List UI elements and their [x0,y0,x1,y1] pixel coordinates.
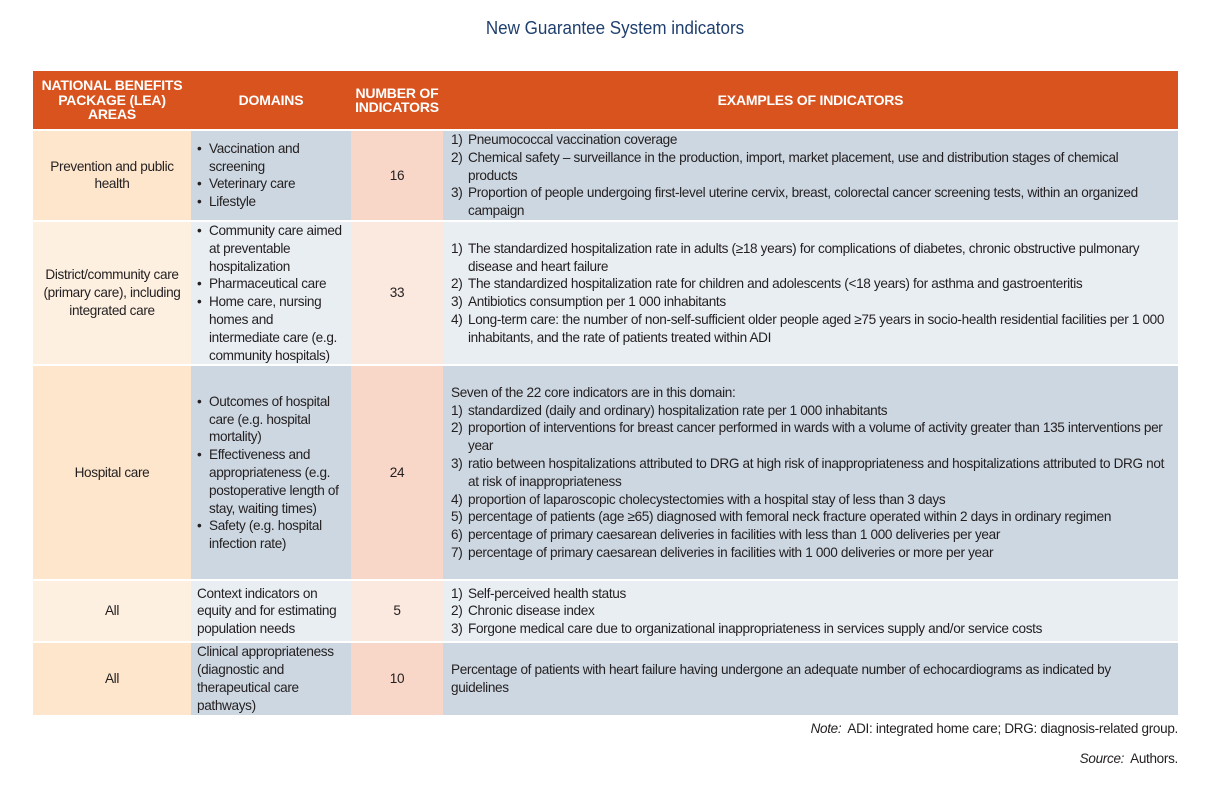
indicator-count-cell: 16 [351,130,443,221]
example-number: 3) [451,456,463,472]
bullet-icon: • [197,294,202,310]
bullet-icon: • [197,176,202,192]
example-indicator [451,131,1170,149]
example-number: 5) [451,509,463,525]
example-number: 6) [451,527,463,543]
domain-list-item [197,293,345,364]
example-text: proportion of interventions for breast cancer performed in wards with a volume of activity greater than 135 interventions per year [468,420,1163,454]
examples-cell [443,642,1178,714]
example-indicator [451,602,1170,620]
example-text: proportion of laparoscopic cholecystectomies with a hospital stay of less than 3 days [468,491,946,507]
example-indicator [451,184,1170,220]
example-indicator [451,419,1170,455]
example-text: The standardized hospitalization rate for children and adolescents (<18 years) for asthma and gastroenteritis [468,276,1083,292]
bullet-icon: • [197,140,202,156]
domains-cell [191,365,351,580]
domain-text: Context indicators on equity and for estimating population needs [197,585,337,637]
domain-list-item [197,140,345,176]
example-indicator [451,491,1170,509]
table-note [811,721,1178,736]
domain-text: Outcomes of hospital care (e.g. hospital mortality) [209,393,330,445]
bullet-icon: • [197,447,202,463]
example-text: The standardized hospitalization rate in adults (≥18 years) for complications of diabetes, chronic obstructive pulmonary disease and heart failure [468,240,1140,274]
example-text: Long-term care: the number of non-self-sufficient older people aged ≥75 years in socio-health residential facilities per 1 000 inhabitants, and the rate of patients treated within ADI [468,311,1165,345]
domain-list-item [197,222,345,275]
example-text: percentage of primary caesarean deliveries in facilities with less than 1 000 deliveries per year [468,527,1000,543]
domain-text: Home care, nursing homes and intermediate care (e.g. community hospitals) [209,294,337,363]
table-row [33,580,1178,642]
indicator-count-cell: 10 [351,642,443,714]
header-lea-areas: NATIONAL BENEFITS PACKAGE (LEA) AREAS [33,71,191,130]
example-number: 2) [451,149,463,165]
bullet-icon: • [197,194,202,210]
domain-list-item [197,517,345,553]
domain-list-item [197,446,345,517]
example-number: 1) [451,240,463,256]
lea-area-cell: Hospital care [33,365,191,580]
domain-list-item [197,393,345,446]
bullet-icon: • [197,222,202,238]
domain-list-item [197,275,345,293]
example-text: percentage of patients (age ≥65) diagnosed with femoral neck fracture operated within 2 days in ordinary regimen [468,509,1112,525]
example-number: 2) [451,276,463,292]
example-number: 3) [451,621,463,637]
domain-text: Vaccination and screening [209,140,300,174]
lea-area-cell: All [33,642,191,714]
example-text: Antibiotics consumption per 1 000 inhabitants [468,294,726,310]
example-text: Chronic disease index [468,603,595,619]
example-number: 4) [451,491,463,507]
example-indicator [451,620,1170,638]
table-source [1080,751,1178,766]
domain-list-item [197,175,345,193]
example-text: percentage of primary caesarean deliveries in facilities with 1 000 deliveries or more per year [468,545,994,561]
example-number: 2) [451,603,463,619]
example-indicator [451,149,1170,185]
examples-cell [443,580,1178,642]
example-number: 4) [451,311,463,327]
domain-text: Community care aimed at preventable hospitalization [209,222,342,274]
domain-text: Lifestyle [209,194,256,210]
example-indicator: Percentage of patients with heart failure having undergone an adequate number of echocardiograms as indicated by guidelines [451,662,1111,695]
indicator-count-cell: 5 [351,580,443,642]
domain-list-item [197,193,345,211]
example-text: Proportion of people undergoing first-level uterine cervix, breast, colorectal cancer screening tests, within an organized campaign [468,185,1138,219]
examples-cell [443,221,1178,365]
table-title: New Guarantee System indicators [485,17,745,38]
example-text: ratio between hospitalizations attributed to DRG at high risk of inappropriateness and hospitalizations attributed to DRG not at risk of inappropriateness [468,456,1165,489]
table-row [33,130,1178,221]
example-number: 1) [451,402,463,418]
domain-text: Veterinary care [209,176,296,192]
bullet-icon: • [197,276,202,292]
domain-text: Safety (e.g. hospital infection rate) [209,518,322,552]
examples-cell [443,365,1178,580]
source-text: Authors. [1130,751,1178,766]
example-indicator [451,311,1170,347]
header-number-of-indicators: NUMBER OF INDICATORS [351,71,443,130]
table-row [33,221,1178,365]
domain-text: Effectiveness and appropriateness (e.g. postoperative length of stay, waiting times) [209,447,339,516]
example-number: 2) [451,420,463,436]
example-indicator [451,544,1170,562]
example-indicator [451,402,1170,420]
domains-cell [191,221,351,365]
example-text: Self-perceived health status [468,585,626,601]
example-indicator [451,275,1170,293]
lea-area-cell: Prevention and public health [33,130,191,221]
example-number: 1) [451,585,463,601]
header-row [33,71,1178,130]
examples-cell [443,130,1178,221]
example-text: standardized (daily and ordinary) hospitalization rate per 1 000 inhabitants [468,402,888,418]
example-text: Chemical safety – surveillance in the production, import, market placement, use and distribution stages of chemical products [468,149,1119,183]
domain-text: Pharmaceutical care [209,276,327,292]
example-number: 7) [451,545,463,561]
example-indicator [451,455,1170,491]
indicators-table [33,71,1178,715]
domains-cell [191,642,351,714]
example-indicator [451,508,1170,526]
note-label: Note: [810,721,842,736]
lea-area-cell: District/community care (primary care), including integrated care [33,221,191,365]
example-number: 1) [451,132,463,147]
example-number: 3) [451,185,463,201]
indicator-count-cell: 24 [351,365,443,580]
bullet-icon: • [197,393,202,409]
example-indicator [451,526,1170,544]
source-label: Source: [1079,751,1125,766]
bullet-icon: • [197,518,202,534]
domain-text: Clinical appropriateness (diagnostic and therapeutical care pathways) [197,644,334,713]
header-domains: DOMAINS [191,71,351,130]
domains-cell [191,580,351,642]
example-text: Forgone medical care due to organizational inappropriateness in services supply and/or service costs [468,621,1043,637]
table-row [33,365,1178,580]
example-number: 3) [451,294,463,310]
example-indicator [451,240,1170,276]
table-row [33,642,1178,714]
example-indicator [451,585,1170,603]
examples-intro: Seven of the 22 core indicators are in this domain: [451,384,736,400]
example-text: Pneumococcal vaccination coverage [468,132,678,147]
note-text: ADI: integrated home care; DRG: diagnosis-related group. [847,721,1178,736]
header-examples-of-indicators: EXAMPLES OF INDICATORS [443,71,1178,130]
indicator-count-cell: 33 [351,221,443,365]
example-indicator [451,293,1170,311]
domains-cell [191,130,351,221]
lea-area-cell: All [33,580,191,642]
